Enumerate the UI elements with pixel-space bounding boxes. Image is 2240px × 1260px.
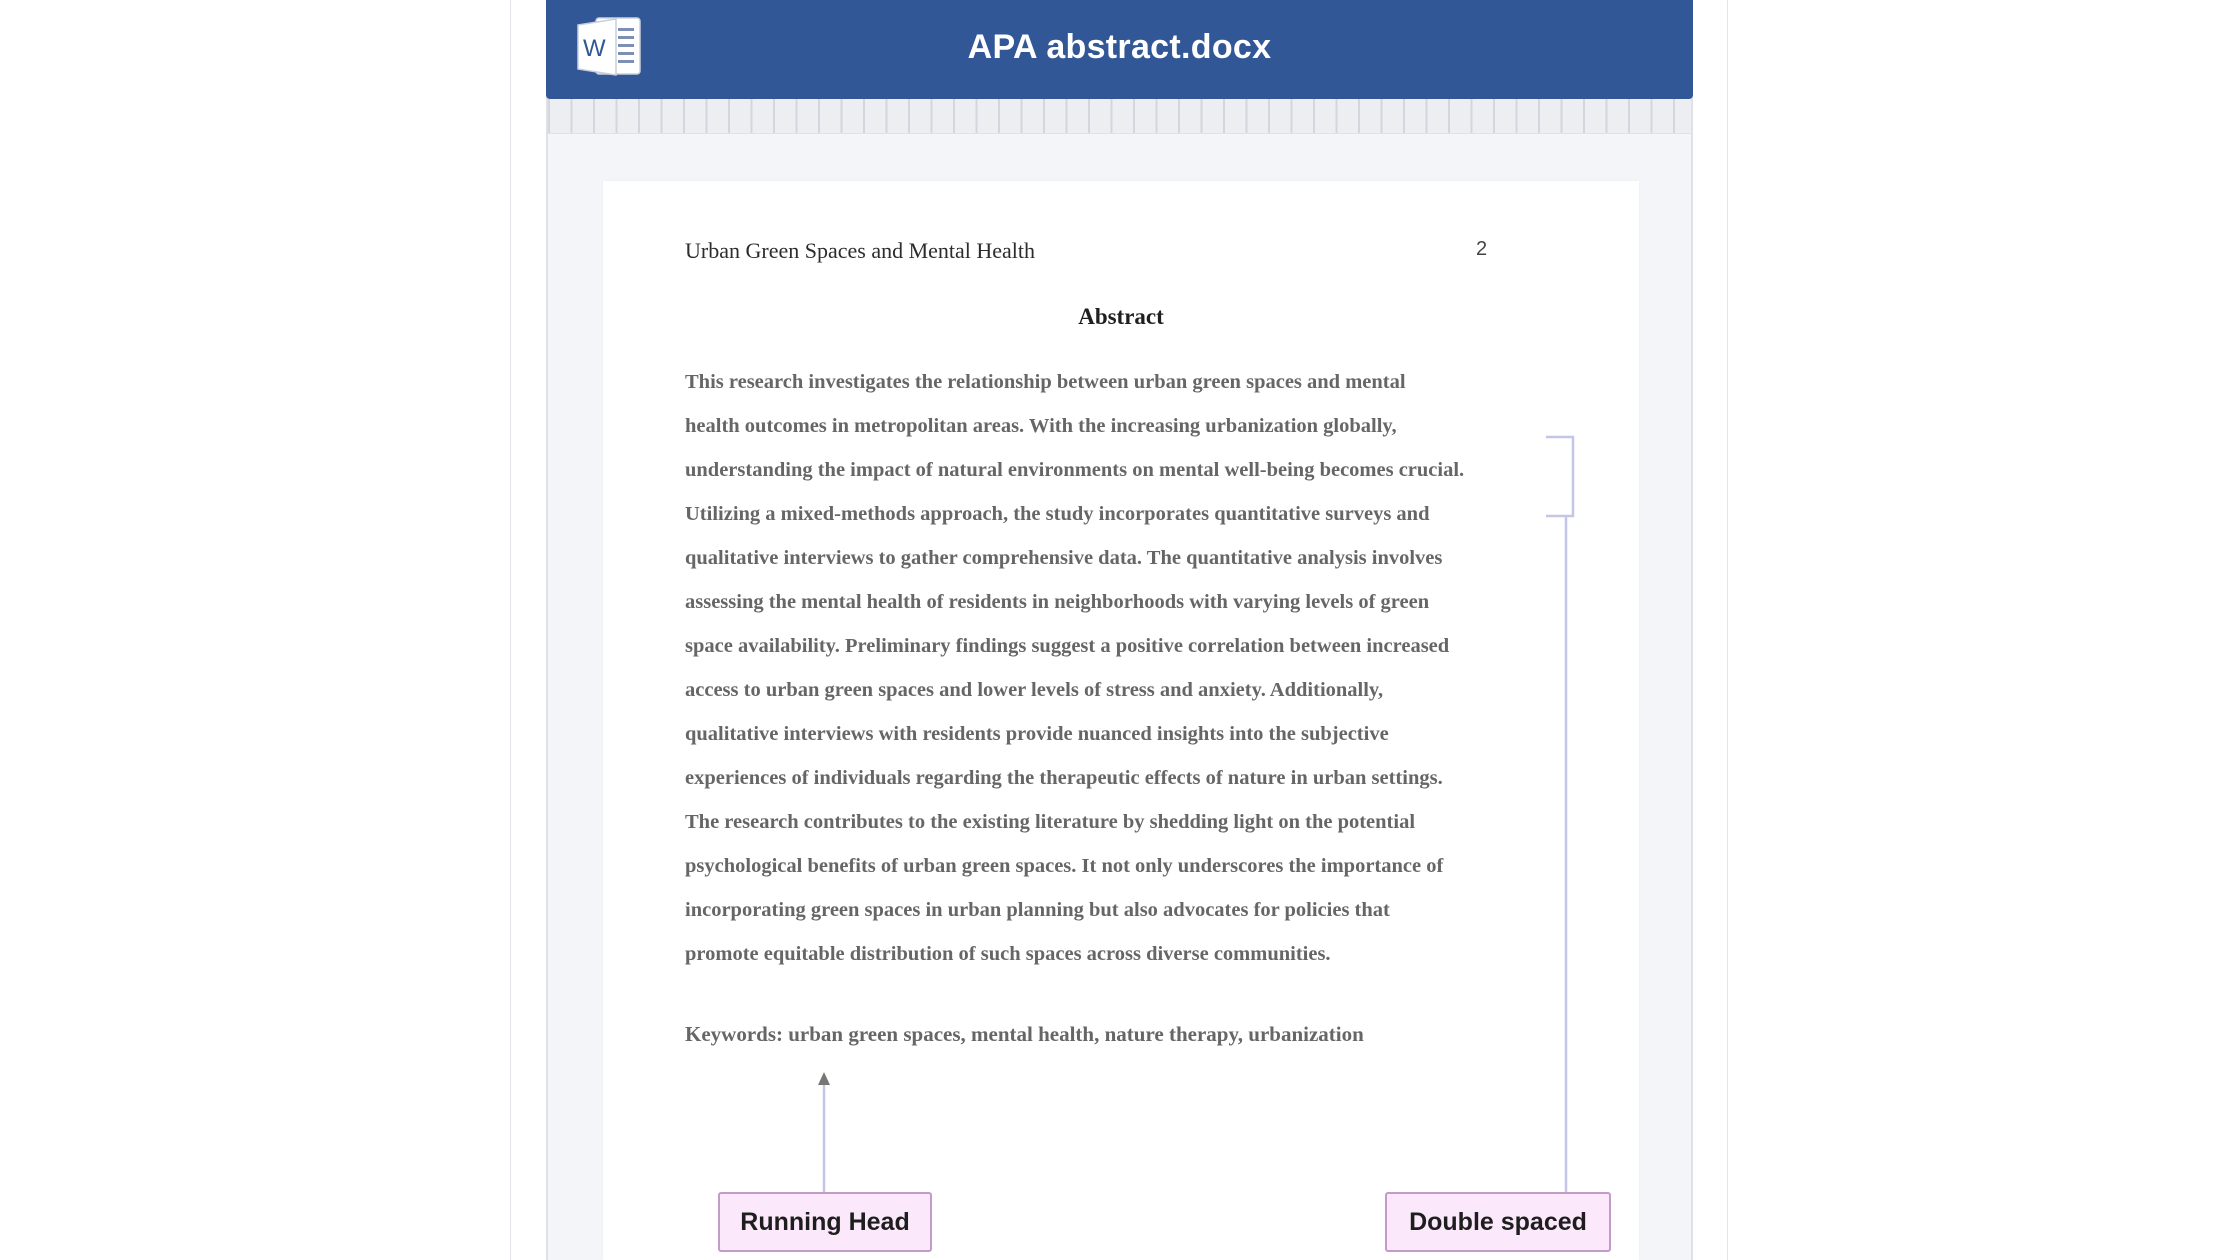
abstract-line: space availability. Preliminary findings suggest a positive correlation between increased	[685, 635, 1450, 657]
window-title: APA abstract.docx	[967, 28, 1272, 66]
abstract-line: psychological benefits of urban green spaces. It not only underscores the importance of	[685, 855, 1444, 877]
ruler[interactable]	[548, 99, 1691, 134]
abstract-line: incorporating green spaces in urban planning but also advocates for policies that	[685, 899, 1390, 921]
title-bar	[546, 0, 1693, 99]
abstract-body	[685, 360, 1565, 976]
running-head-callout: Running Head	[718, 1192, 932, 1252]
keywords-line: Keywords: urban green spaces, mental health, nature therapy, urbanization	[685, 1022, 1364, 1046]
abstract-line: Utilizing a mixed-methods approach, the study incorporates quantitative surveys and	[685, 503, 1430, 525]
abstract-line: experiences of individuals regarding the therapeutic effects of nature in urban settings.	[685, 767, 1443, 789]
abstract-line: understanding the impact of natural environments on mental well-being becomes crucial.	[685, 459, 1465, 481]
abstract-line: qualitative interviews to gather comprehensive data. The quantitative analysis involves	[685, 547, 1443, 569]
abstract-line: promote equitable distribution of such spaces across diverse communities.	[685, 943, 1331, 965]
abstract-line: health outcomes in metropolitan areas. With the increasing urbanization globally,	[685, 415, 1397, 437]
abstract-line: qualitative interviews with residents provide nuanced insights into the subjective	[685, 723, 1389, 745]
page-number: 2	[1476, 238, 1488, 260]
abstract-heading: Abstract	[1078, 304, 1164, 329]
abstract-line: This research investigates the relationship between urban green spaces and mental	[685, 371, 1406, 393]
abstract-line: assessing the mental health of residents in neighborhoods with varying levels of green	[685, 591, 1430, 613]
double-spaced-callout: Double spaced	[1385, 1192, 1611, 1252]
svg-text:W: W	[583, 35, 606, 62]
abstract-line: access to urban green spaces and lower levels of stress and anxiety. Additionally,	[685, 679, 1384, 701]
running-head-text: Urban Green Spaces and Mental Health	[685, 238, 1036, 263]
abstract-line: The research contributes to the existing literature by shedding light on the potential	[685, 811, 1416, 833]
